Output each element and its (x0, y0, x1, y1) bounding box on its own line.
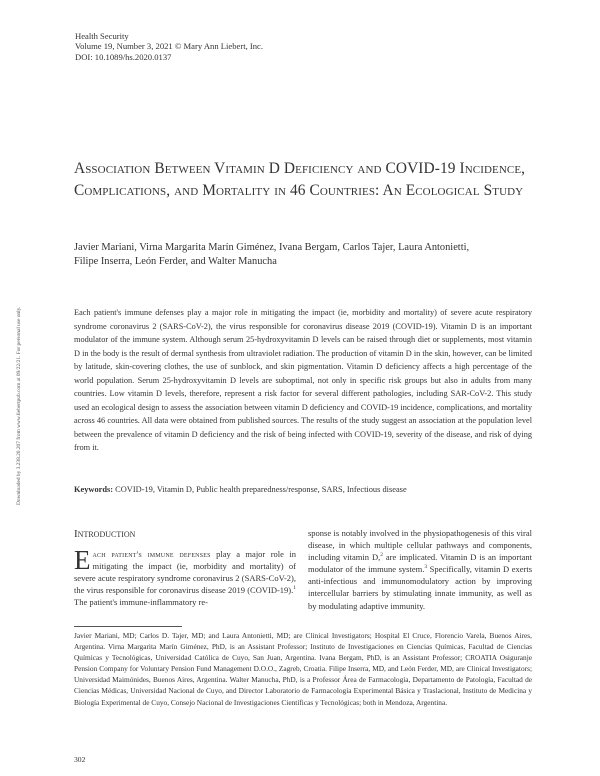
authors-line-2: Filipe Inserra, León Ferder, and Walter Manucha (74, 255, 277, 267)
journal-name: Health Security (75, 31, 129, 41)
keywords-label: Keywords: (74, 485, 114, 494)
intro-text-2c: Specifically, vitamin D exerts anti-infectious and immunomodulatory action by improving intercellular barriers by stimulating innate immunity, as well as by modulating adaptive immunity. (308, 564, 533, 611)
intro-text-2b: are implicated. Vitamin D is an important modulator of the immune system. (308, 552, 532, 575)
section-heading-introduction: Introduction (74, 528, 136, 540)
intro-column-1 (74, 545, 296, 608)
intro-text-1-tail: The patient's immune-inflammatory re- (74, 597, 208, 608)
download-watermark: Downloaded by 3.238.20.207 from www.liebertpub.com at 09/22/21. For personal use only. (16, 306, 22, 505)
page-number: 302 (74, 755, 86, 764)
journal-doi: DOI: 10.1089/hs.2020.0137 (75, 51, 172, 62)
journal-header (75, 31, 263, 62)
abstract: Each patient's immune defenses play a major role in mitigating the impact (ie, morbidity and mortality) of severe acute respiratory syndrome coronavirus 2 (SARS-CoV-2), the virus responsible for coronavirus disease 2019 (COVID-19). Vitamin D is an important modulator of the immune system. Although serum 25-hydroxyvitamin D levels can be raised through diet or supplements, most vitamin D in the body is the result of dermal synthesis from ultraviolet radiation. The production of vitamin D in the skin, however, can be limited by latitude, skin-covering clothes, the use of sunblock, and skin pigmentation. Vitamin D deficiency affects a high percentage of the world population. Serum 25-hydroxyvitamin D levels are suboptimal, not only in specific risk groups but also in adults from many countries. Low vitamin D levels, therefore, represent a risk factor for several different pathologies, including SAR-CoV-2. This study used an ecological design to assess the association between vitamin D deficiency and COVID-19 incidence, complications, and mortality across 46 countries. All data were obtained from published sources. The results of the study suggest an association at the population level between the prevalence of vitamin D deficiency and the risk of being infected with COVID-19, severity of the disease, and risk of dying from it. (74, 308, 532, 453)
intro-text-1: play a major role in mitigating the impact (ie, morbidity and mortality) of severe acute respiratory syndrome coronavirus 2 (SARS-CoV-2), the virus responsible for coronavirus disease 2019 (COVID-19). (74, 549, 296, 596)
intro-smallcaps-lead: ach patient's immune defenses (92, 549, 211, 559)
intro-column-2 (308, 527, 532, 612)
journal-volume: Volume 19, Number 3, 2021 © Mary Ann Liebert, Inc. (75, 41, 263, 52)
author-list (74, 241, 544, 268)
authors-line-1: Javier Mariani, Virna Margarita Marín Giménez, Ivana Bergam, Carlos Tajer, Laura Antonietti, (74, 242, 470, 253)
reference-2: 2 (380, 552, 383, 559)
intro-text-2a: sponse is notably involved in the physiopathogenesis of this viral disease, in which multiple cellular pathways and components, including vitamin D, (308, 528, 532, 563)
footnote-divider (74, 626, 182, 627)
reference-3: 3 (424, 564, 428, 571)
drop-cap: E (74, 545, 91, 575)
article-title: Association Between Vitamin D Deficiency and COVID-19 Incidence, Complications, and Mortality in 46 Countries: An Ecological Study (74, 160, 526, 199)
reference-1: 1 (293, 585, 296, 592)
author-affiliations: Javier Mariani, MD; Carlos D. Tajer, MD; and Laura Antonietti, MD; are Clinical Investigators; Hospital El Cruce, Florencio Varela, Buenos Aires, Argentina. Virna Margarita Marín Giménez, PhD, is an Assistant Professor; Instituto de Investigaciones en Ciencias Químicas, Facultad de Ciencias Químicas y Tecnológicas, Universidad Católica de Cuyo, San Juan, Argentina. Ivana Bergam, PhD, is an Assistant Professor; CROATIA Osiguranje Pension Company for Voluntary Pension Fund Management D.O.O., Zagreb, Croatia. Filipe Inserra, MD, and León Ferder, MD, are Clinical Investigators; Universidad Maimónides, Buenos Aires, Argentina. Walter Manucha, PhD, is a Professor Área de Farmacología, Departamento de Patología, Facultad de Ciencias Médicas, Universidad Nacional de Cuyo, and Director Laboratorio de Farmacología Experimental Básica y Traslacional, Instituto de Medicina y Biología Experimental de Cuyo, Consejo Nacional de Investigaciones Científicas y Tecnológicas; both in Mendoza, Argentina. (74, 631, 532, 707)
keywords-list: COVID-19, Vitamin D, Public health preparedness/response, SARS, Infectious disease (115, 485, 407, 494)
keywords (74, 485, 534, 494)
